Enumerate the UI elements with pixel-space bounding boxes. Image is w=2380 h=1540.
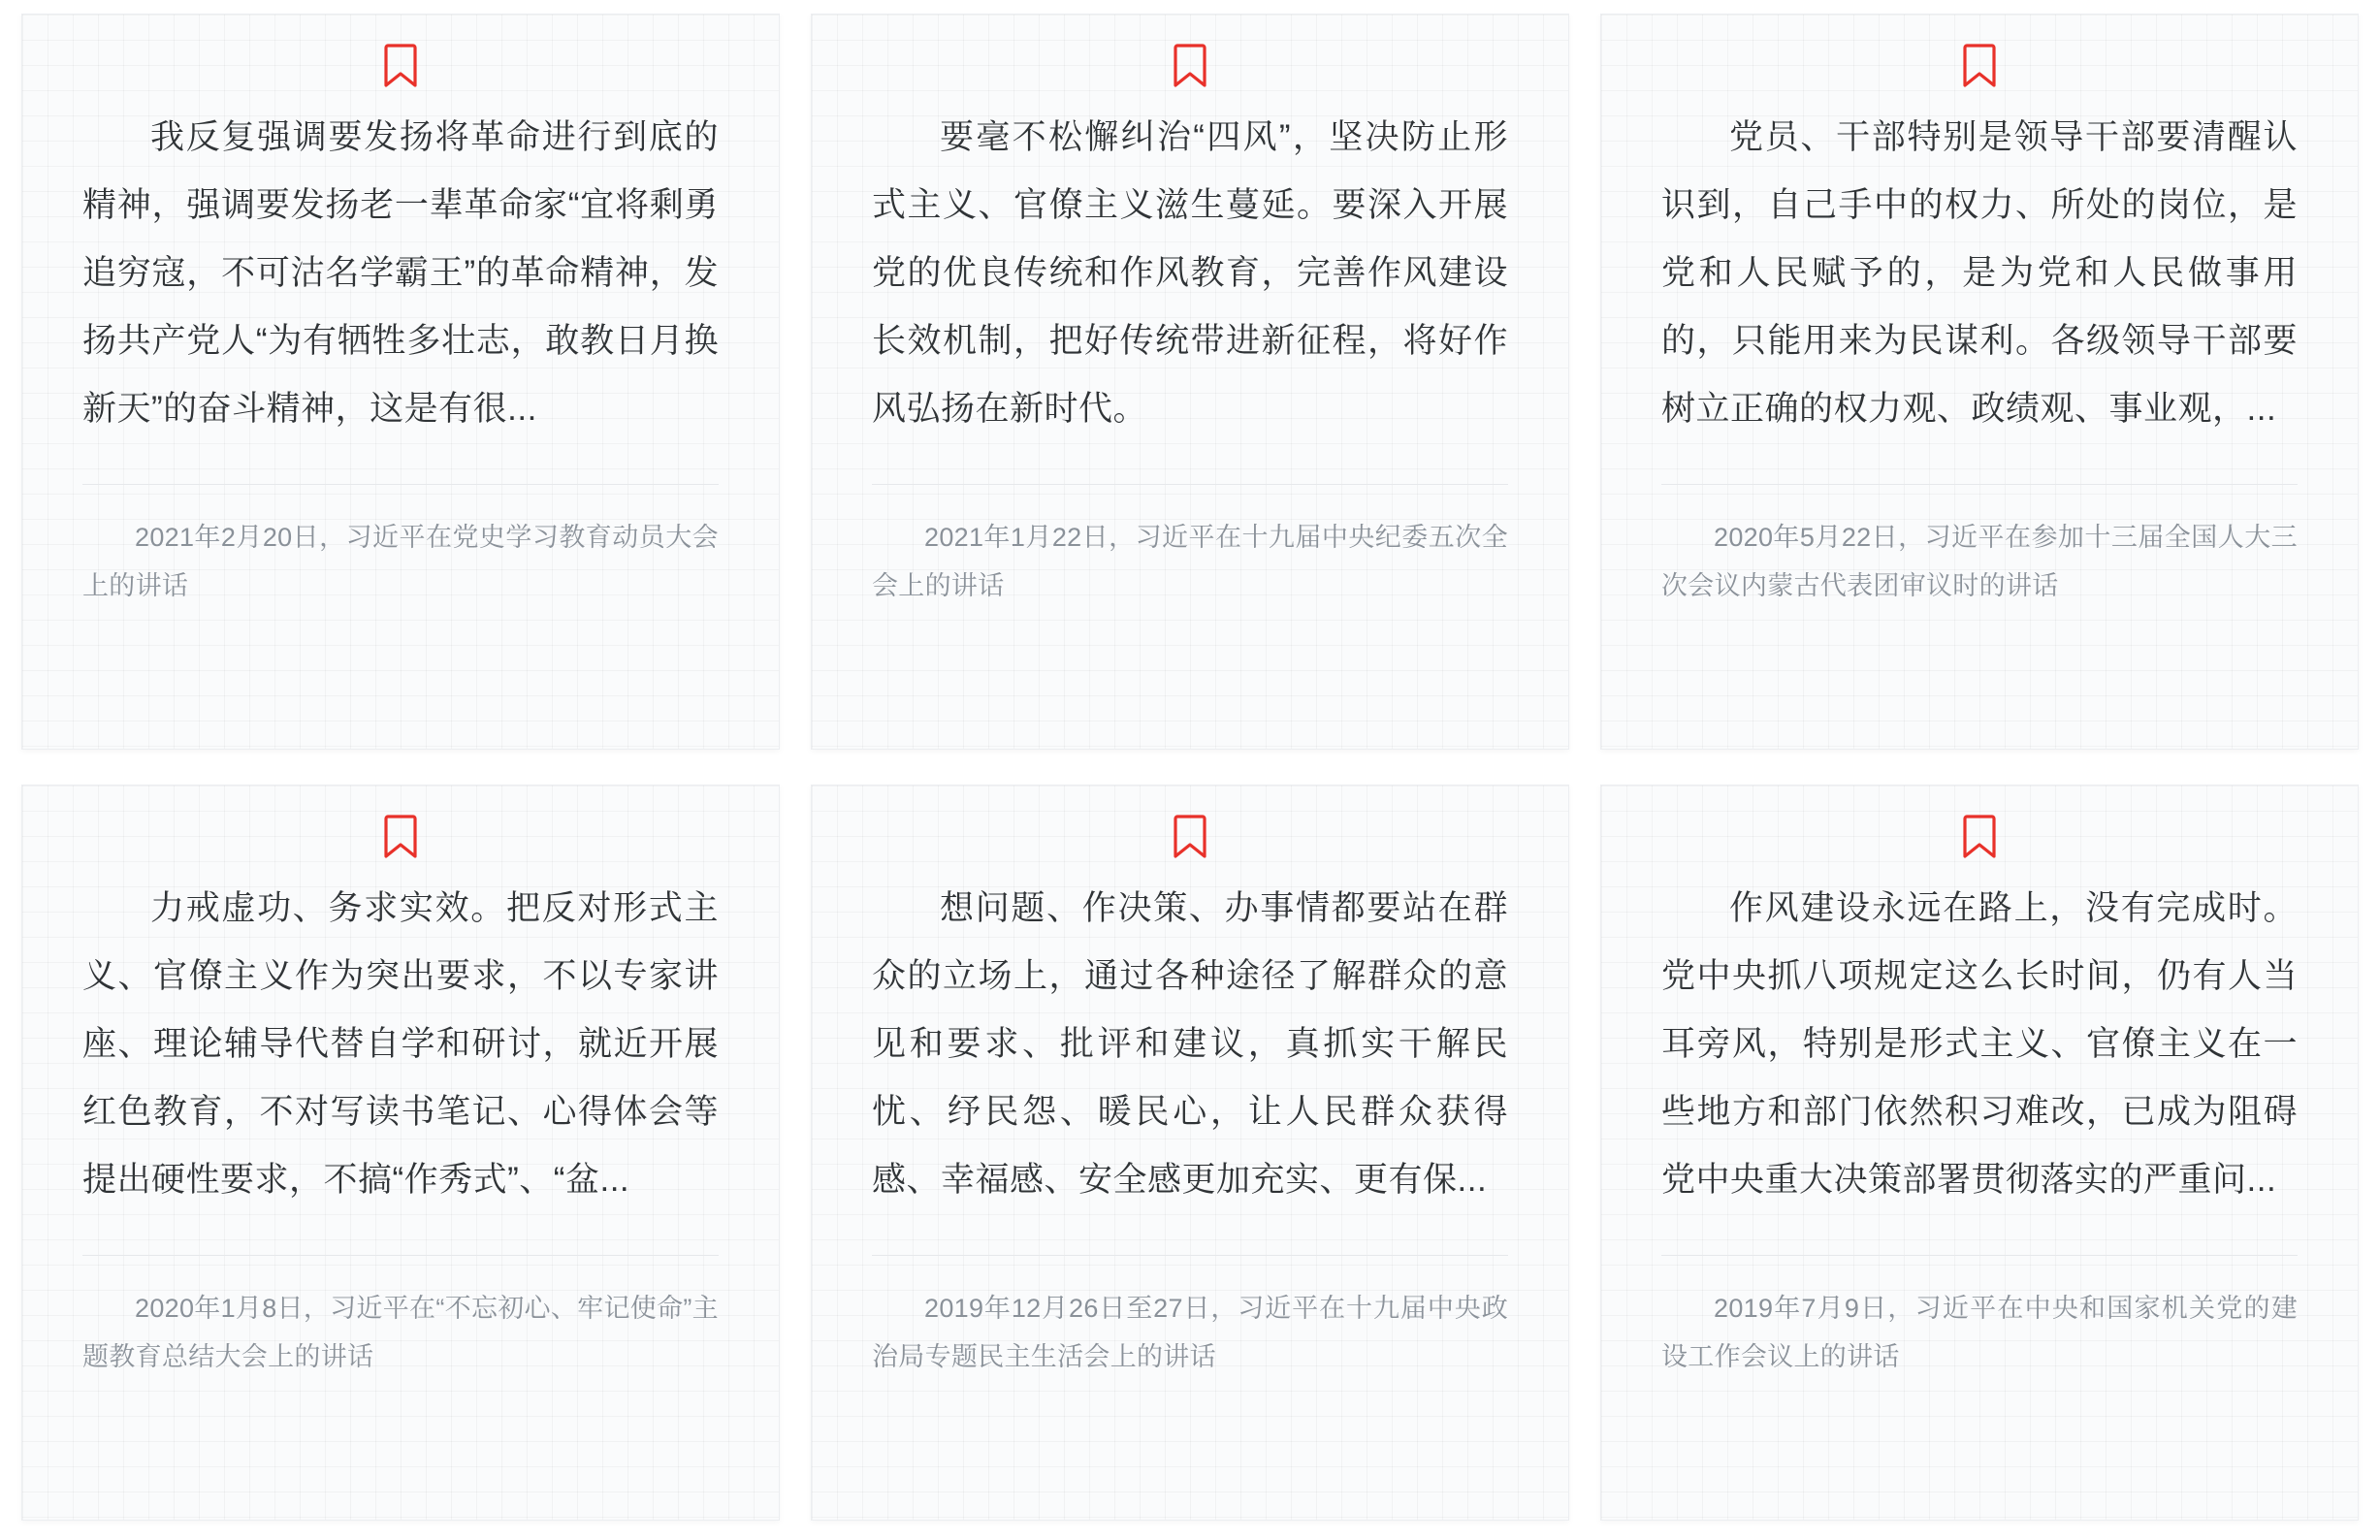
quote-source: 2021年1月22日，习近平在十九届中央纪委五次全会上的讲话 (872, 523, 1508, 600)
bookmark-icon-wrap (1661, 786, 2298, 875)
quote-text: 想问题、作决策、办事情都要站在群众的立场上，通过各种途径了解群众的意见和要求、批评和建议，真抓实干解民忧、纾民怨、暖民心，让人民群众获得感、幸福感、安全感更加充实、更有保... (872, 889, 1508, 1199)
quote-text: 作风建设永远在路上，没有完成时。党中央抓八项规定这么长时间，仍有人当耳旁风，特别是形式主义、官僚主义在一些地方和部门依然积习难改，已成为阻碍党中央重大决策部署贯彻落实的严重问... (1661, 889, 2298, 1199)
quote-card[interactable] (811, 785, 1569, 1521)
quote-text: 要毫不松懈纠治“四风”，坚决防止形式主义、官僚主义滋生蔓延。要深入开展党的优良传统和作风教育，完善作风建设长效机制，把好传统带进新征程，将好作风弘扬在新时代。 (872, 118, 1508, 428)
bookmark-icon-wrap (82, 15, 719, 104)
bookmark-icon-wrap (872, 786, 1508, 875)
quote-card[interactable] (811, 14, 1569, 750)
bookmark-icon (384, 44, 417, 88)
quote-source: 2019年12月26日至27日，习近平在十九届中央政治局专题民主生活会上的讲话 (872, 1294, 1508, 1371)
quote-text: 党员、干部特别是领导干部要清醒认识到，自己手中的权力、所处的岗位，是党和人民赋予的，是为党和人民做事用的，只能用来为民谋利。各级领导干部要树立正确的权力观、政绩观、事业观，... (1661, 118, 2298, 428)
bookmark-icon-wrap (82, 786, 719, 875)
quote-text: 我反复强调要发扬将革命进行到底的精神，强调要发扬老一辈革命家“宜将剩勇追穷寇，不可沽名学霸王”的革命精神，发扬共产党人“为有牺牲多壮志，敢教日月换新天”的奋斗精神，这是有很... (82, 118, 719, 428)
quote-card[interactable] (21, 14, 780, 750)
bookmark-icon (1963, 44, 1996, 88)
divider (1661, 484, 2298, 485)
quote-card[interactable] (1600, 14, 2359, 750)
bookmark-icon (384, 815, 417, 859)
bookmark-icon (1174, 815, 1206, 859)
quote-source: 2020年5月22日，习近平在参加十三届全国人大三次会议内蒙古代表团审议时的讲话 (1661, 523, 2298, 600)
divider (1661, 1255, 2298, 1256)
quote-source: 2020年1月8日，习近平在“不忘初心、牢记使命”主题教育总结大会上的讲话 (82, 1294, 719, 1371)
quote-source: 2021年2月20日，习近平在党史学习教育动员大会上的讲话 (82, 523, 719, 600)
quote-source: 2019年7月9日，习近平在中央和国家机关党的建设工作会议上的讲话 (1661, 1294, 2298, 1371)
bookmark-icon-wrap (872, 15, 1508, 104)
bookmark-icon (1174, 44, 1206, 88)
quote-card[interactable] (21, 785, 780, 1521)
quote-card[interactable] (1600, 785, 2359, 1521)
divider (82, 484, 719, 485)
bookmark-icon (1963, 815, 1996, 859)
bookmark-icon-wrap (1661, 15, 2298, 104)
divider (82, 1255, 719, 1256)
quote-text: 力戒虚功、务求实效。把反对形式主义、官僚主义作为突出要求，不以专家讲座、理论辅导代替自学和研讨，就近开展红色教育，不对写读书笔记、心得体会等提出硬性要求，不搞“作秀式”、“盆... (82, 889, 719, 1199)
divider (872, 1255, 1508, 1256)
divider (872, 484, 1508, 485)
